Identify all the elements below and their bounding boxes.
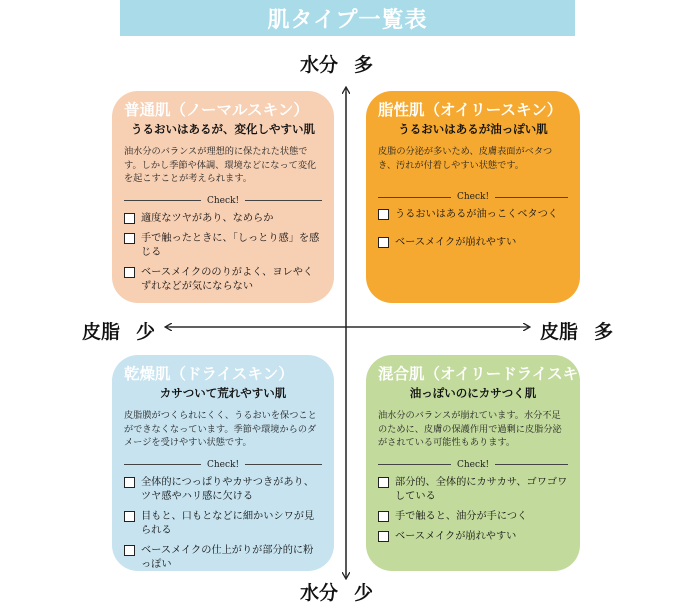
checklist-item — [378, 530, 568, 544]
checklist-item — [124, 212, 322, 226]
checkbox-icon[interactable] — [124, 511, 135, 522]
card-normal-skin — [112, 91, 334, 303]
checkbox-icon[interactable] — [378, 531, 389, 542]
card-subtitle: うるおいはあるが油っぽい肌 — [398, 122, 548, 136]
axis-level: 多 — [354, 54, 374, 76]
checklist-item-text: ベースメイクののりがよく、ヨレやくずれなどが気にならない — [141, 266, 314, 292]
checklist-item — [378, 236, 568, 250]
checklist-item-text: 目もと、口もとなどに細かいシワが見られる — [141, 510, 315, 536]
checklist-item — [124, 510, 322, 538]
check-divider — [124, 460, 322, 470]
checklist-item — [124, 232, 322, 260]
card-title: 脂性肌（オイリースキン） — [378, 101, 563, 119]
check-divider — [124, 196, 322, 206]
card-combination-skin — [366, 355, 609, 571]
card-dry-skin — [112, 355, 334, 571]
checkbox-icon[interactable] — [124, 545, 135, 556]
card-description: 油水分のバランスが崩れています。水分不足のために、皮膚の保護作用で過剰に皮脂分泌がされている可能性もあります。 — [378, 410, 562, 448]
card-subtitle: 油っぽいのにカサつく肌 — [409, 386, 537, 400]
check-label: Check! — [206, 195, 240, 206]
card-description: 皮脂の分泌が多いため、皮膚表面がベタつき、汚れが付着しやすい状態です。 — [378, 146, 553, 171]
checklist-item-text: ベースメイクの仕上がりが部分的に粉っぽい — [141, 544, 314, 570]
axis-name: 水分 — [300, 582, 339, 604]
axis-name: 皮脂 — [82, 321, 121, 343]
card-subtitle: うるおいはあるが、変化しやすい肌 — [131, 122, 315, 136]
checkbox-icon[interactable] — [124, 267, 135, 278]
axis-label-sebum-high — [540, 317, 613, 344]
checklist-item-text: 手で触ると、油分が手につく — [395, 510, 528, 522]
checkbox-icon[interactable] — [124, 233, 135, 244]
axis-level: 多 — [594, 321, 614, 343]
card-oily-skin — [366, 91, 580, 303]
card-title: 普通肌（ノーマルスキン） — [124, 101, 309, 119]
axis-name: 水分 — [300, 54, 339, 76]
checklist-item-text: ベースメイクが崩れやすい — [395, 530, 517, 542]
checkbox-icon[interactable] — [124, 477, 135, 488]
checklist-item — [378, 510, 568, 524]
checkbox-icon[interactable] — [124, 213, 135, 224]
check-divider — [378, 192, 568, 202]
checklist-item — [124, 266, 322, 294]
checklist-item — [378, 208, 568, 222]
axis-level: 少 — [136, 321, 156, 343]
checklist-item-text: ベースメイクが崩れやすい — [395, 237, 517, 248]
check-label: Check! — [456, 459, 490, 470]
checklist-item — [378, 476, 568, 504]
checkbox-icon[interactable] — [378, 511, 389, 522]
checkbox-icon[interactable] — [378, 209, 389, 220]
axis-label-moisture-high — [300, 50, 373, 77]
checkbox-icon[interactable] — [378, 237, 389, 248]
check-label: Check! — [456, 192, 490, 202]
card-title: 乾燥肌（ドライスキン） — [124, 365, 294, 383]
checklist-item — [124, 476, 322, 504]
check-label: Check! — [206, 459, 240, 470]
card-subtitle: カサついて荒れやすい肌 — [159, 386, 287, 400]
check-divider — [378, 460, 568, 470]
axis-name: 皮脂 — [540, 321, 579, 343]
checklist-item — [124, 544, 322, 572]
card-description: 油水分のバランスが理想的に保たれた状態です。しかし季節や体調、環境などになって変化を起こすことが考えられます。 — [124, 146, 317, 184]
checklist-item-text: 全体的につっぱりやカサつきがあり、ツヤ感やハリ感に欠ける — [141, 476, 314, 502]
page-title: 肌タイプ一覧表 — [120, 0, 575, 36]
checklist-item-text: 手で触ったときに、「しっとり感」を感じる — [141, 232, 320, 258]
axis-label-moisture-low — [300, 578, 373, 605]
card-title: 混合肌（オイリードライスキン） — [378, 365, 609, 383]
checklist-item-text: 適度なツヤがあり、なめらか — [141, 212, 274, 224]
card-description: 皮脂膜がつくられにくく、うるおいを保つことができなくなっています。季節や環境からのダメージを受けやすい状態です。 — [124, 410, 317, 448]
axis-label-sebum-low — [82, 317, 155, 344]
checklist-item-text: うるおいはあるが油っこくベタつく — [395, 209, 558, 220]
checkbox-icon[interactable] — [378, 477, 389, 488]
checklist-item-text: 部分的、全体的にカサカサ、ゴワゴワしている — [395, 476, 568, 502]
axis-level: 少 — [354, 582, 374, 604]
